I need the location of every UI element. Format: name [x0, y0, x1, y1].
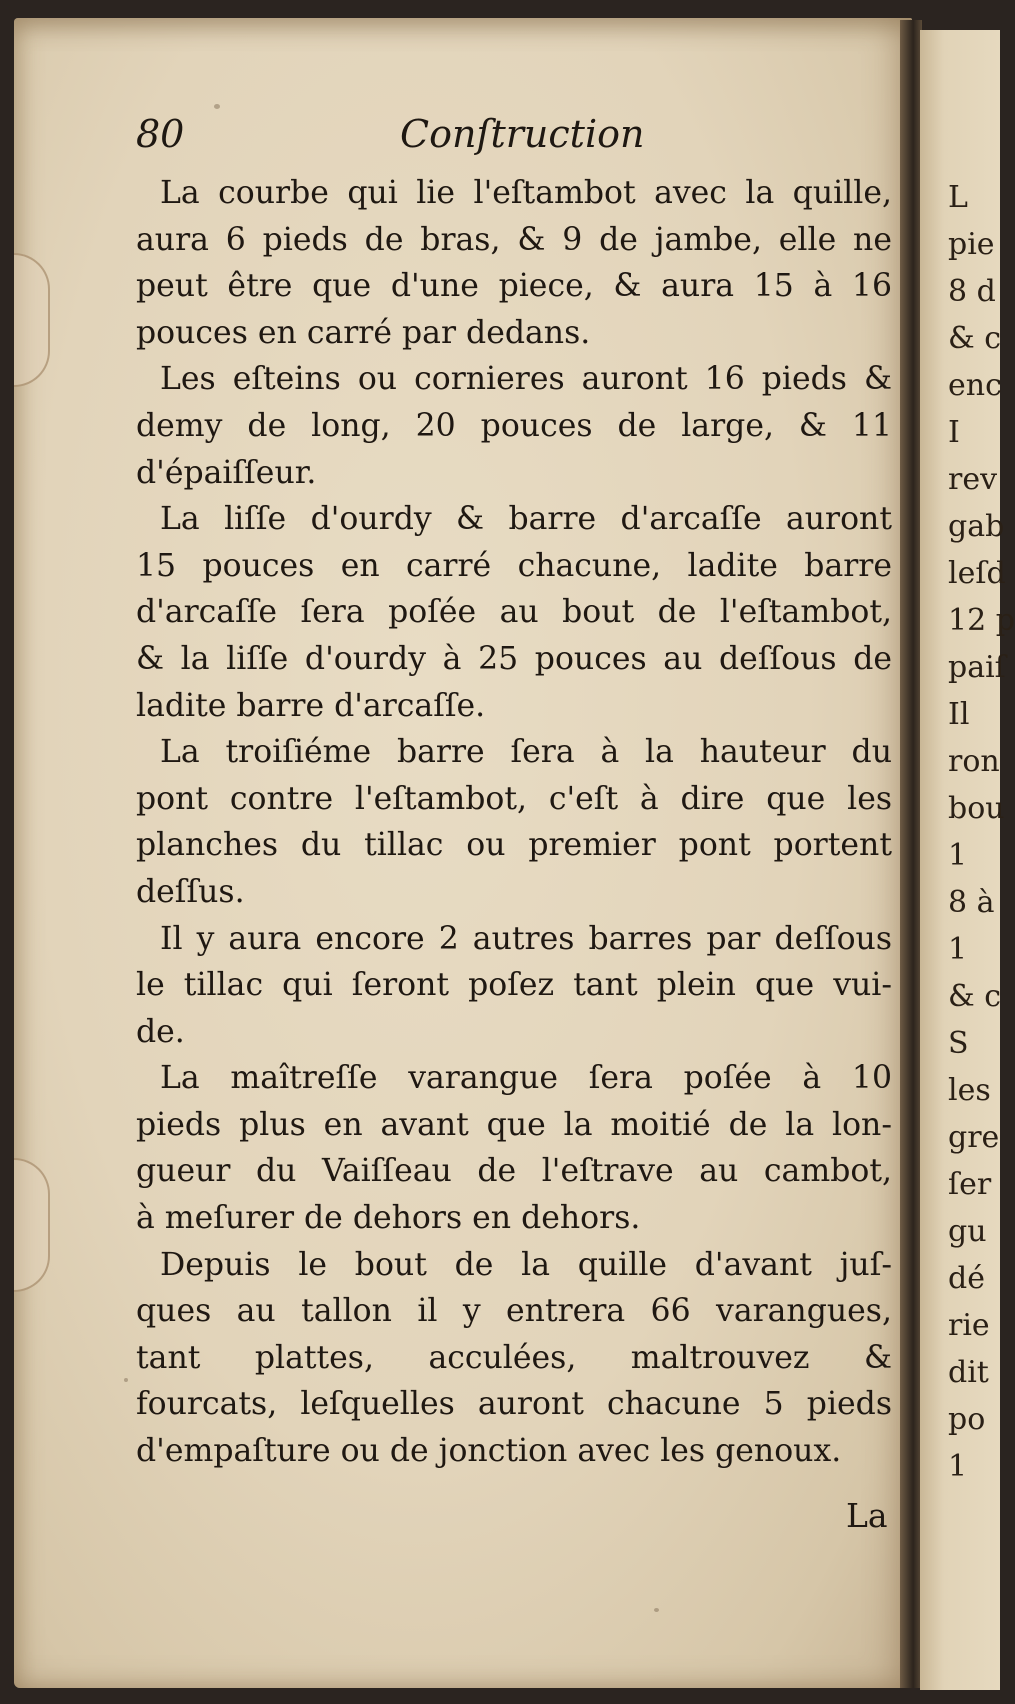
body-text — [136, 170, 896, 1475]
text-line: fourcats, leſquelles auront chacune 5 pieds — [136, 1386, 892, 1423]
catchword: La — [846, 1496, 888, 1535]
binding-stitch-lower — [14, 1158, 50, 1292]
text-line: planches du tillac ou premier pont portent — [136, 827, 892, 864]
facing-page-fragment: & c — [948, 979, 1002, 1014]
text-line: aura 6 pieds de bras, & 9 de jambe, elle ne — [136, 221, 892, 258]
text-line: & la liſſe d'ourdy à 25 pouces au deſſous de — [136, 640, 892, 677]
text-line: La maîtreſſe varangue ſera poſée à 10 — [160, 1060, 892, 1097]
facing-page-fragment: gab — [948, 509, 1005, 544]
text-line: ladite barre d'arcaſſe. — [136, 687, 486, 724]
text-line: d'épaiſſeur. — [136, 454, 317, 491]
facing-page-fragment: les — [948, 1073, 991, 1108]
facing-page-fragment: rev — [948, 462, 998, 497]
text-line: d'empaſture ou de jonction avec les genoux. — [136, 1433, 842, 1470]
text-line: d'arcaſſe ſera poſée au bout de l'eſtambot, — [136, 594, 892, 631]
facing-page-fragment: L — [948, 180, 968, 215]
text-line: 15 pouces en carré chacune, ladite barre — [136, 547, 892, 584]
paragraph — [136, 1242, 896, 1475]
paragraph — [136, 170, 896, 356]
facing-page-fragment: 1 — [948, 1449, 968, 1484]
text-line: La troiſiéme barre ſera à la hauteur du — [160, 734, 892, 771]
facing-page-fragment: S — [948, 1026, 969, 1061]
text-line: Il y aura encore 2 autres barres par deſſous — [160, 920, 892, 957]
text-line: pieds plus en avant que la moitié de la lon- — [136, 1106, 892, 1143]
facing-page-fragment: paiſ — [948, 650, 1006, 685]
facing-page-fragment: ron — [948, 744, 1000, 779]
facing-page-fragment: ſer — [948, 1167, 992, 1202]
facing-page-edge — [920, 30, 1015, 1690]
facing-page-fragment: pie — [948, 227, 995, 262]
text-line: gueur du Vaiſſeau de l'eſtrave au cambot, — [136, 1153, 892, 1190]
page-header — [130, 112, 820, 162]
facing-page-fragment: & c — [948, 321, 1002, 356]
paragraph — [136, 356, 896, 496]
text-line: Depuis le bout de la quille d'avant juſ- — [160, 1246, 892, 1283]
text-line: tant plattes, acculées, maltrouvez & — [136, 1339, 892, 1376]
facing-page-fragment: Il — [948, 697, 970, 732]
facing-page-fragment: 8 à — [948, 885, 995, 920]
text-line: à meſurer de dehors en dehors. — [136, 1200, 641, 1237]
facing-page-fragment: dit — [948, 1355, 989, 1390]
paper-speck — [124, 1378, 128, 1382]
text-line: La courbe qui lie l'eſtambot avec la quille, — [160, 175, 892, 211]
facing-page-fragment: rie — [948, 1308, 990, 1343]
paragraph — [136, 496, 896, 729]
facing-page-fragment: leſd — [948, 556, 1006, 591]
binding-stitch-upper — [14, 253, 50, 387]
facing-page-fragment: 12 p — [948, 603, 1015, 638]
facing-page-fragment: bou — [948, 791, 1005, 826]
text-line: La liſſe d'ourdy & barre d'arcaſſe auront — [160, 501, 892, 538]
facing-page-fragment: dé — [948, 1261, 985, 1296]
text-line: Les eſteins ou cornieres auront 16 pieds & — [160, 361, 892, 398]
text-line: le tillac qui ſeront poſez tant plein que vui- — [136, 967, 892, 1004]
paragraph — [136, 729, 896, 915]
facing-page-fragment: po — [948, 1402, 986, 1437]
text-line: de. — [136, 1013, 185, 1050]
page-number: 80 — [136, 112, 185, 156]
facing-page-fragment: gu — [948, 1214, 987, 1249]
paragraph — [136, 1055, 896, 1241]
paper-speck — [214, 104, 220, 109]
facing-page-fragment: I — [948, 415, 960, 450]
facing-page-fragment: 8 d — [948, 274, 996, 309]
text-line: demy de long, 20 pouces de large, & 11 — [136, 407, 892, 444]
text-line: pont contre l'eſtambot, c'eſt à dire que les — [136, 780, 892, 817]
paragraph — [136, 916, 896, 1056]
book-gutter — [900, 20, 922, 1688]
facing-page-fragment: 1 — [948, 932, 968, 967]
facing-page-fragment: enc — [948, 368, 1002, 403]
text-line: peut être que d'une piece, & aura 15 à 16 — [136, 268, 892, 305]
paper-speck — [654, 1608, 659, 1612]
facing-page-fragment: gre — [948, 1120, 1000, 1155]
text-line: pouces en carré par dedans. — [136, 314, 591, 351]
facing-page-fragment: 1 — [948, 838, 968, 873]
text-line: ques au tallon il y entrera 66 varangues, — [136, 1293, 892, 1330]
running-title: Conſtruction — [400, 112, 645, 156]
text-line: deſſus. — [136, 873, 245, 910]
